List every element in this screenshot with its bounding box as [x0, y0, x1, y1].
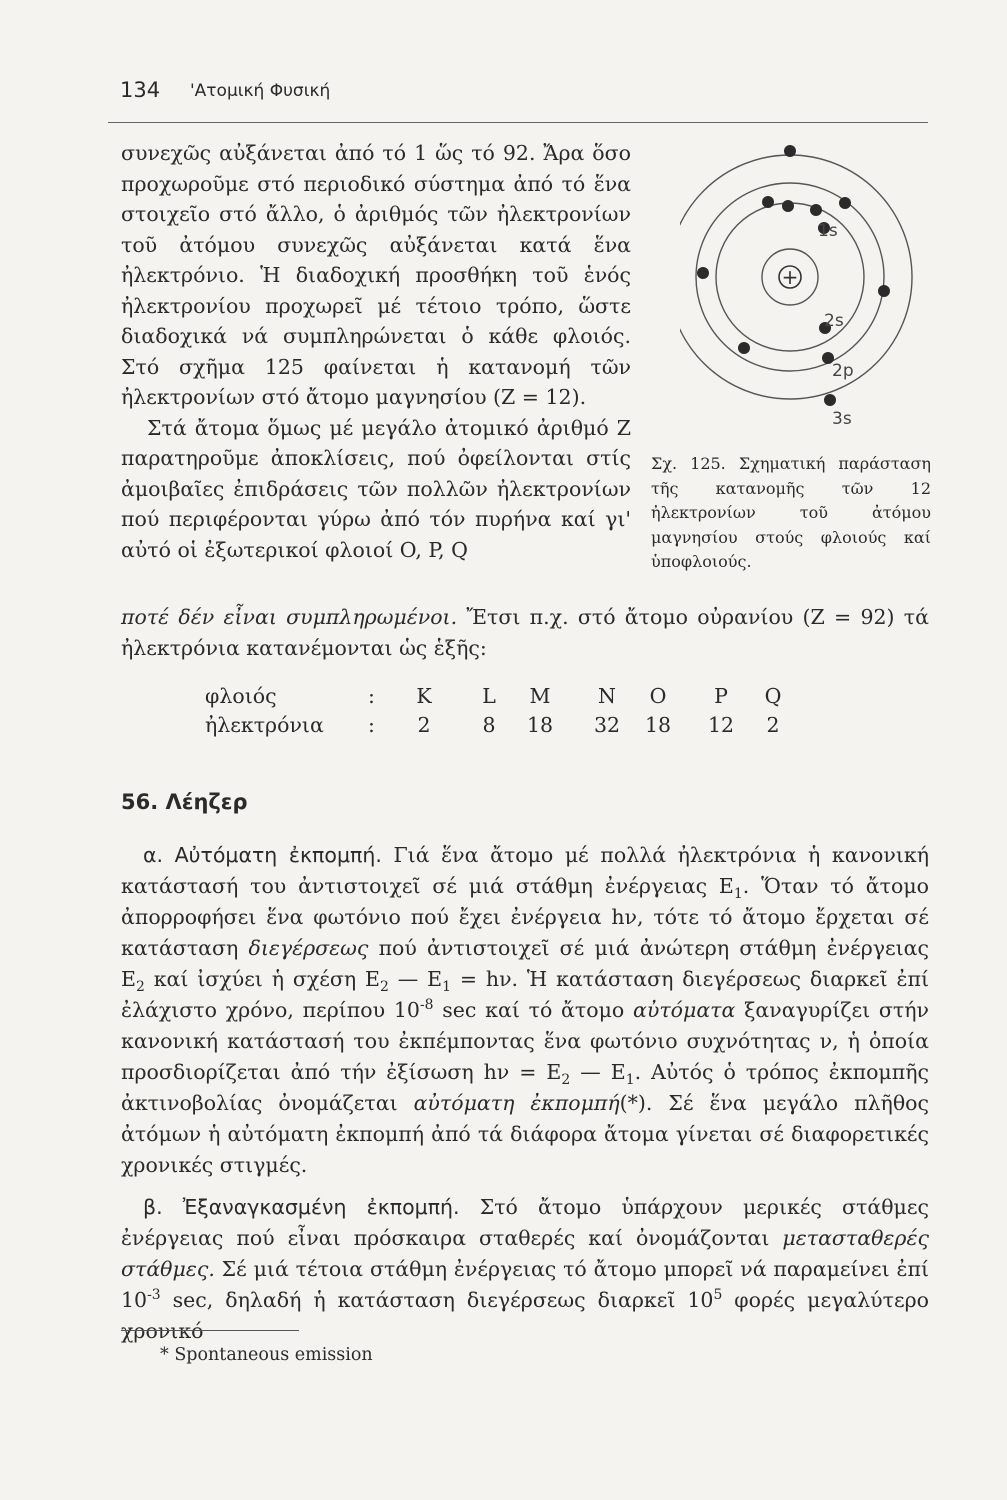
italic-phrase: ποτέ δέν εἶναι συμπληρωμένοι.	[121, 605, 458, 629]
shell-cell: N	[598, 684, 616, 708]
footnote: * Spontaneous emission	[160, 1345, 373, 1365]
electron	[762, 196, 774, 208]
electron-count-cell: 18	[526, 713, 554, 737]
electron-count-cell: 2	[766, 713, 780, 737]
footnote-rule	[121, 1330, 299, 1331]
shell-cell: O	[649, 684, 667, 708]
page-number: 134	[120, 78, 161, 102]
electron	[738, 342, 750, 354]
electron-count-cell: 18	[644, 713, 672, 737]
label-3s: 3s	[832, 409, 852, 428]
subsection-b-label: β. Ἐξαναγκασμένη ἐκπομπή.	[143, 1195, 460, 1219]
label-2s: 2s	[824, 311, 844, 331]
electron	[784, 145, 796, 157]
paragraph-stimulated-emission: β. Ἐξαναγκασμένη ἐκπομπή. Στό ἄτομο ὑπάρχουν μερικές στάθμες ἐνέργειας πού εἶναι πρόσκαιρα σταθερές καί ὀνομάζονται μετασταθερές στάθμες. Σέ μιά τέτοια στάθμη ἐνέργειας τό ἄτομο μπορεῖ νά παραμείνει ἐπί $10^{-3}$ sec, δηλαδή ἡ κατάσταση διεγέρσεως διαρκεῖ $10^5$ φορές μεγαλύτερο χρονικό	[121, 1195, 929, 1343]
electron	[782, 200, 794, 212]
intro-paragraph-2: Στά ἄτομα ὅμως μέ μεγάλο ἀτομικό ἀριθμό Z παρατηροῦμε ἀποκλίσεις, πού ὀφείλονται στίς ἀμοιβαῖες ἐπιδράσεις τῶν πολλῶν ἠλεκτρονίων πού περιφέρονται γύρω ἀπό τόν πυρήνα καί γι' αὐτό οἱ ἐξωτερικοί φλοιοί O, P, Q	[121, 415, 631, 562]
figure-caption: Σχ. 125. Σχηματική παράσταση τῆς κατανομῆς τῶν 12 ἠλεκτρονίων τοῦ ἀτόμου μαγνησίου στούς φλοιούς καί ὑποφλοιούς.	[651, 454, 931, 571]
electron	[824, 394, 836, 406]
electron-count-cell: 32	[593, 713, 621, 737]
section-heading: 56. Λέηζερ	[121, 790, 248, 814]
paragraph-spontaneous-emission: α. Αὐτόματη ἐκπομπή. Γιά ἕνα ἄτομο μέ πολλά ἠλεκτρόνια ἡ κανονική κατάστασή του ἀντιστοιχεῖ σέ μιά στάθμη ἐνέργειας $E_1$. Ὅταν τό ἄτομο ἀπορροφήσει ἕνα φωτόνιο πού ἔχει ἐνέργεια hν, τότε τό ἄτομο ἔρχεται σέ κατάσταση διεγέρσεως πού ἀντιστοιχεῖ σέ μιά ἀνώτερη στάθμη ἐνέργειας $E_2$ καί ἰσχύει ἡ σχέση $E_2$ — $E_1 = h\nu$. Ἡ κατάσταση διεγέρσεως διαρκεῖ ἐπί ἐλάχιστο χρόνο, περίπου $10^{-8}$ sec καί τό ἄτομο αὐτόματα ξαναγυρίζει στήν κανονική κατάστασή του ἐκπέμποντας ἕνα φωτόνιο συχνότητας ν, ἡ ὁποία προσδιορίζεται ἀπό τήν ἐξίσωση $h\nu = E_2$ — $E_1$. Αὐτός ὁ τρόπος ἐκπομπῆς ἀκτινοβολίας ὀνομάζεται αὐτόματη ἐκπομπή(*). Σέ ἕνα μεγάλο πλῆθος ἀτόμων ἡ αὐτόματη ἐκπομπή ἀπό τά διάφορα ἄτομα γίνεται σέ διαφορετικές χρονικές στιγμές.	[121, 843, 929, 1177]
electron-count-cell: 2	[417, 713, 431, 737]
shells-row-label: φλοιός	[205, 684, 277, 708]
electrons-row-label: ἠλεκτρόνια	[205, 713, 324, 737]
shell-cell: Q	[764, 684, 782, 708]
shell-cell: P	[714, 684, 728, 708]
intro-column	[121, 138, 631, 565]
electron-count-cell: 8	[482, 713, 496, 737]
colon: :	[368, 713, 375, 737]
electron-count-cell: 12	[707, 713, 735, 737]
intro-paragraph-2-continued: ποτέ δέν εἶναι συμπληρωμένοι. Ἔτσι π.χ. στό ἄτομο οὐρανίου (Z = 92) τά ἠλεκτρόνια κατανέμονται ὡς ἑξῆς:	[121, 605, 929, 660]
running-title: 'Ατομική Φυσική	[190, 81, 331, 101]
uranium-shells-table	[205, 684, 805, 744]
electron	[878, 285, 890, 297]
electron	[810, 204, 822, 216]
electron	[697, 267, 709, 279]
subsection-a-label: α. Αὐτόματη ἐκπομπή.	[143, 843, 382, 867]
shell-cell: M	[529, 684, 551, 708]
nucleus-symbol: +	[781, 265, 799, 289]
shell-cell: L	[482, 684, 496, 708]
magnesium-atom-diagram	[680, 138, 930, 428]
intro-paragraph-1: συνεχῶς αὐξάνεται ἀπό τό 1 ὥς τό 92. Ἄρα ὅσο προχωροῦμε στό περιοδικό σύστημα ἀπό τό ἕνα στοιχεῖο στό ἄλλο, ὁ ἀριθμός τῶν ἠλεκτρονίων τοῦ ἀτόμου συνεχῶς αὐξάνεται κατά ἕνα ἠλεκτρόνιο. Ἡ διαδοχική προσθήκη τοῦ ἑνός ἠλεκτρονίου προχωρεῖ μέ τέτοιο τρόπο, ὥστε διαδοχικά νά συμπληρώνεται ὁ κάθε φλοιός. Στό σχῆμα 125 φαίνεται ἡ κατανομή τῶν ἠλεκτρονίων στό ἄτομο μαγνησίου (Z = 12).	[121, 141, 631, 409]
colon: :	[368, 684, 375, 708]
electron	[839, 197, 851, 209]
running-header	[108, 78, 928, 114]
shell-cell: K	[416, 684, 432, 708]
label-2p: 2p	[832, 361, 854, 381]
atom-shells-svg	[680, 138, 930, 428]
header-rule	[108, 122, 928, 123]
label-1s: 1s	[818, 221, 838, 241]
